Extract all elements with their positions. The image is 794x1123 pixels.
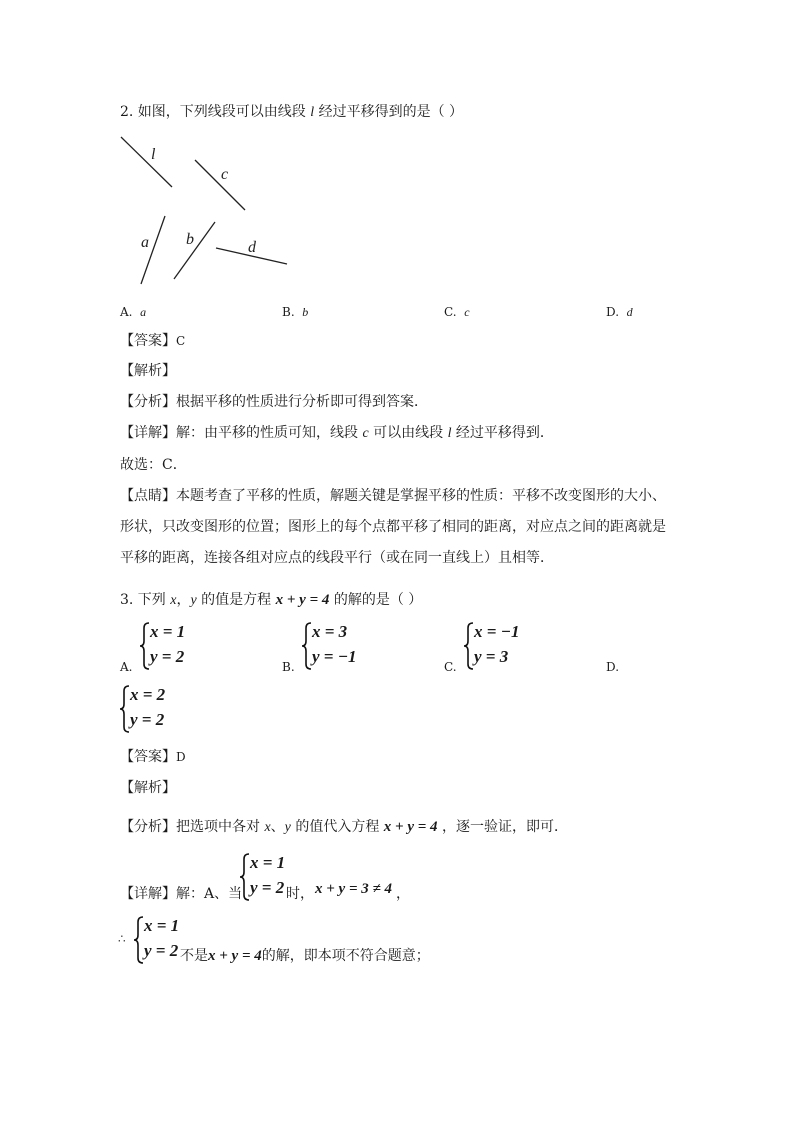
q2-stem-tail: 经过平移得到的是（ ） xyxy=(314,104,464,120)
q2-option-b: B. b xyxy=(282,305,309,319)
q2-analysis-heading: 【解析】 xyxy=(120,363,176,379)
q3-option-a-system xyxy=(140,622,210,672)
label-l: l xyxy=(151,146,156,163)
q3-option-c-y: y = 3 xyxy=(474,647,509,666)
segment-l xyxy=(121,137,172,187)
q3-option-d-system xyxy=(120,685,190,735)
q2-stem-var: l xyxy=(310,105,315,120)
q2-dianjing-line3: 平移的距离，连接各组对应点的线段平行（或在同一直线上）且相等． xyxy=(120,550,554,566)
q2-option-c: C. c xyxy=(444,305,470,319)
q2-option-d: D. d xyxy=(606,305,633,319)
segment-c xyxy=(195,160,245,210)
q2-stem-text: 2. 如图，下列线段可以由线段 xyxy=(120,104,311,120)
label-c: c xyxy=(221,166,229,183)
q3-option-b-system xyxy=(302,622,382,672)
label-a: a xyxy=(141,234,149,251)
therefore-mark: ∴ xyxy=(118,932,126,946)
q3-option-a-x: x = 1 xyxy=(150,622,186,641)
segment-b xyxy=(174,222,215,279)
q2-figure xyxy=(110,130,310,290)
q3-conclusion-x: x = 1 xyxy=(144,916,180,935)
q3-option-c-x: x = −1 xyxy=(474,622,520,641)
q3-conclusion-y: y = 2 xyxy=(144,941,179,960)
q3-fenxi-equation: x + y = 4 xyxy=(383,819,438,835)
q2-dianjing-line2: 形状，只改变图形的位置；图形上的每个点都平移了相同的距离，对应点之间的距离就是 xyxy=(120,519,666,535)
q3-answer: 【答案】D xyxy=(120,749,186,765)
q3-analysis-heading: 【解析】 xyxy=(120,780,176,796)
q3-option-d-x: x = 2 xyxy=(130,685,166,704)
q3-conclusion-equation: x + y = 4 xyxy=(208,948,262,964)
q3-option-c-system xyxy=(464,622,544,672)
q3-option-b-x: x = 3 xyxy=(312,622,348,641)
q3-xiangjie-comma: ， xyxy=(396,886,410,902)
q3-option-d-y: y = 2 xyxy=(130,710,165,729)
q3-xiangjie-calc: x + y = 3 ≠ 4 xyxy=(315,881,392,897)
q3-option-a-letter: A. xyxy=(120,660,133,674)
q2-xiangjie: 【详解】解：由平移的性质可知，线段 c 可以由线段 l 经过平移得到． xyxy=(120,425,554,441)
q3-stem: 3. 下列 x，y 的值是方程 x + y = 4 的解的是（ ） xyxy=(120,592,423,608)
q3-xiangjie-x: x = 1 xyxy=(250,853,286,872)
q3-stem-equation: x + y = 4 xyxy=(275,592,330,608)
q3-conclusion-text: 不是x + y = 4的解，即本项不符合题意； xyxy=(180,948,430,964)
label-d: d xyxy=(248,239,256,256)
q3-xiangjie-pre: 【详解】解：A、当 xyxy=(120,886,243,902)
q2-option-a: A. a xyxy=(120,305,147,319)
q2-stem xyxy=(120,103,463,122)
q3-option-b-y: y = −1 xyxy=(312,647,357,666)
q2-guxuan: 故选：C． xyxy=(120,457,187,473)
q3-option-a-y: y = 2 xyxy=(150,647,185,666)
q3-fenxi: 【分析】把选项中各对 x、y 的值代入方程 x + y = 4 ，逐一验证，即可． xyxy=(120,819,569,835)
q2-fenxi: 【分析】根据平移的性质进行分析即可得到答案． xyxy=(120,394,428,410)
label-b: b xyxy=(186,231,194,248)
q3-xiangjie-y: y = 2 xyxy=(250,878,285,897)
q3-xiangjie-shi: 时， xyxy=(286,886,314,902)
q3-option-c-letter: C. xyxy=(444,660,457,674)
q2-dianjing-line1: 【点睛】本题考查了平移的性质，解题关键是掌握平移的性质：平移不改变图形的大小、 xyxy=(120,488,666,504)
q3-option-b-letter: B. xyxy=(282,660,295,674)
q3-option-d-letter: D. xyxy=(606,660,620,674)
q2-answer: 【答案】C xyxy=(120,333,186,349)
